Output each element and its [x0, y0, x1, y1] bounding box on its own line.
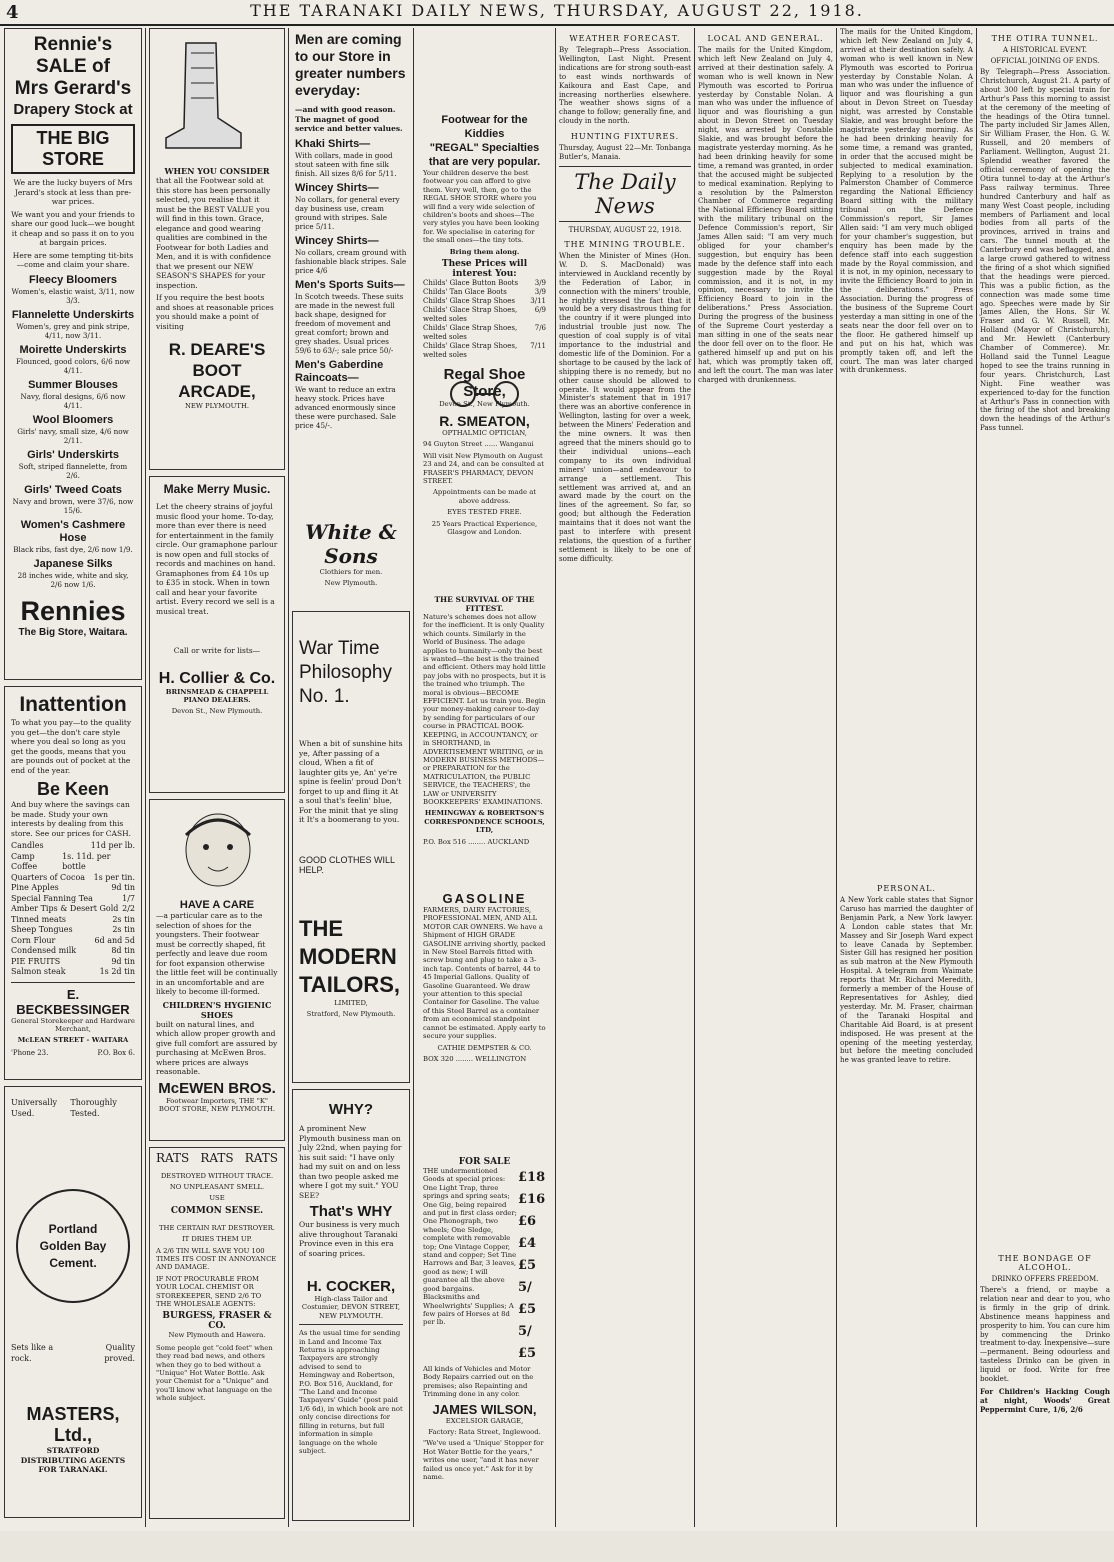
- column-6: [698, 28, 833, 1527]
- rennie-item-name: Women's Cashmere Hose: [20, 518, 126, 544]
- deare-ad: [149, 28, 285, 470]
- column-rule: [555, 28, 556, 1527]
- deare-body: that all the Footwear sold at this store has been personally selected, you realise that it must be the BEST VALUE you will find in this town. Grace, elegance and good wearing qualities are combined in the Footwear for both Ladies and Men, and it is with confidence that we present our NEW SEASON'S SHAPES for your inspection.: [156, 176, 271, 290]
- grocery-price-row: [11, 925, 135, 936]
- cement-ad: [4, 1086, 142, 1518]
- collier-address: Devon St., New Plymouth.: [171, 707, 263, 716]
- regal-price-value: 7/11: [530, 342, 546, 351]
- gasoline-body: FARMERS, DAIRY FACTORIES, PROFESSIONAL MEN, AND ALL MOTOR CAR OWNERS. We have a Shipment of HIGH GRADE GASOLINE arriving shortly, packed in New Steel Barrels fitted with screw bung and plug to take a 3-inch tap. Contents of barrel, 44 to 45 Imperial Gallons. Quality of Gasoline Guaranteed. We draw your attention to this special Container for Gasoline. The value of this Steel Barrel as a container from an economical standpoint cannot be estimated. Apply early to secure your supplies.: [423, 906, 546, 1041]
- white-item-name: Wincey Shirts—: [295, 181, 379, 194]
- cement-top-right: Thoroughly Tested.: [70, 1098, 117, 1118]
- rennie-item-name: Girls' Underskirts: [27, 448, 119, 461]
- grocery-item: Candles: [11, 841, 44, 850]
- white-item-name: Men's Sports Suits—: [295, 278, 405, 291]
- grocery-price: 1s. 11d. per bottle: [62, 851, 111, 871]
- column-7: [840, 28, 973, 1527]
- rennie-title: Rennie's: [33, 34, 113, 55]
- grocery-item: Tinned meats: [11, 914, 67, 924]
- deare-town: NEW PLYMOUTH.: [184, 402, 250, 410]
- mcewen-ad: [149, 799, 285, 1141]
- war-title-2: Philosophy: [299, 662, 392, 683]
- war-title-3: No. 1.: [299, 686, 350, 707]
- war-poem: When a bit of sunshine hits ye, After passing of a cloud, When a fit of laughter gits ye, An' ye're spine is feelin' proud Don't forget to up and fling it At a soul that's feelin' blue, For the minit that ye sling it It's a boomerang to you.: [299, 739, 403, 824]
- cement-brand: Portland Golden Bay Cement.: [39, 1221, 107, 1270]
- cocker-ad: [292, 1089, 410, 1521]
- collier-ad: [149, 476, 285, 793]
- collier-body: Let the cheery strains of joyful music flood your home. To-day, more than ever there is need for entertainment in the family circle. Our gramaphone parlour is now open and full stocks of records and machines on hand. Gramaphones from £4 10s up to £35 in stock. When in town call and hear your favorite artist. Every record we sell is a musical treat.: [156, 502, 278, 616]
- mcewen-body-2: built on natural lines, and which allow proper growth and give full comfort are assured by purchasing at McEwen Bros. where prices are always reasonable.: [156, 1019, 278, 1076]
- grocery-item: Camp Coffee: [11, 851, 38, 871]
- modern-tailors-town: Stratford, New Plymouth.: [306, 1009, 396, 1018]
- white-item-desc: We want to reduce an extra heavy stock. Prices have advanced enormously since these were purchased. Sale price 45/-.: [295, 384, 396, 430]
- grocery-item: Salmon steak: [11, 967, 66, 976]
- survival-head: THE SURVIVAL OF THE FITTEST.: [434, 595, 535, 613]
- regal-title: Footwear for the Kiddies: [441, 114, 528, 140]
- white-item-desc: In Scotch tweeds. These suits are made in the newest full back shape, designed for freedom of movement and great comfort; brown and grey shades. Usual prices 59/6 to 63/-; sale price 50/-: [295, 291, 404, 355]
- cement-right: Quality proved.: [104, 1343, 135, 1363]
- grocery-item: PIE FRUITS: [11, 956, 61, 966]
- sale-price-list: [518, 1167, 546, 1365]
- mcewen-sub: CHILDREN'S HYGIENIC SHOES: [162, 999, 272, 1020]
- white-headline-2: to our Store in: [295, 48, 391, 64]
- mcewen-title: HAVE A CARE: [179, 899, 255, 911]
- grocery-item: Pine Apples: [11, 883, 59, 892]
- cement-left: Sets like a rock.: [11, 1343, 54, 1363]
- regal-town: Devon St., New Plymouth.: [439, 400, 530, 409]
- cocker-body-2: Our business is very much alive throughout Taranaki Province even in this era of soaring prices.: [299, 1220, 400, 1258]
- regal-price-value: 3/9: [534, 288, 546, 297]
- local-body-continued: The mails for the United Kingdom, which left New Zealand on July 4, arrived at their destination safely. A woman who is well known in New Plymouth was escorted to Porirua yesterday by Constable Nolan. A man who was under the influence of liquor and was flourishing a gun about in Devon Street on Tuesday night, was arrested by Constable Slakie, and was brought before the magistrate yesterday morning. As he had been drinking heavily for some time, a remand was granted, in order that the accused might be subjected to medical examination. Replying to a resolution by the Palmerston Chamber of Commerce regarding the National Efficiency Board sitting with the military tribunal on the Defence Commission's report, Sir James Allen said: "I am very much obliged for your chamber's suggestion, but enquiry has been made by the defence staff into each suggestion made by the Royal commission, and it is not, in my opinion, necessary to invite the Efficiency Board to join in the deliberations." Press Association. During the progress of the business of the Supreme Court yesterday a man sitting in one of the seats near the door fell over on to the floor. He gathered himself up and put on his hat, which was promptly taken off, and left the court. The man was later charged with drunkenness.: [840, 27, 973, 375]
- regal-price-item: Childs' Glace Strap Shoes: [423, 297, 515, 306]
- editorial-head: THE MINING TROUBLE.: [564, 239, 686, 249]
- column-rule: [288, 28, 289, 1527]
- grocery-price: 11d per lb.: [90, 841, 135, 850]
- burgess-l2: NO UNPLEASANT SMELL.: [169, 1182, 265, 1191]
- grocery-price: 9d tin: [111, 883, 135, 892]
- rennie-item-desc: Navy and brown, were 37/6, now 15/6.: [12, 496, 134, 515]
- white-item-name: Wincey Shirts—: [295, 234, 379, 247]
- regal-ad: [417, 28, 552, 409]
- column-rule: [145, 28, 146, 1527]
- rennie-item-desc: 28 inches wide, white and sky, 2/6 now 1/6.: [17, 570, 129, 589]
- grocery-price: 2s tin: [112, 914, 135, 924]
- woods-footer: For Children's Hacking Cough at night, Woods' Great Peppermint Cure, 1/6, 2/6: [980, 1386, 1110, 1414]
- grocery-price-row: [11, 915, 135, 926]
- local-head: LOCAL AND GENERAL.: [707, 34, 824, 43]
- white-item-name: Men's Gaberdine Raincoats—: [295, 358, 384, 384]
- rennie-title-2: SALE of: [36, 56, 110, 77]
- modern-tailors-name: THE MODERN TAILORS,: [299, 915, 401, 997]
- column-rule: [836, 28, 837, 1527]
- cement-circle: [16, 1189, 130, 1303]
- regal-bring: Bring them along.: [449, 247, 520, 256]
- cocker-that: That's WHY: [309, 1203, 393, 1220]
- smeaton-eyes: EYES TESTED FREE.: [447, 508, 522, 517]
- rennie-item-name: Wool Bloomers: [32, 413, 114, 426]
- mcewen-sub-2: Footwear Importers, THE "K" BOOT STORE, NEW PLYMOUTH.: [158, 1096, 276, 1113]
- grocery-price: 2s tin: [112, 925, 135, 934]
- smeaton-body: Will visit New Plymouth on August 23 and 24, and can be consulted at FRASER'S PHARMACY, DEVON STREET.: [423, 451, 544, 486]
- regal-price-row: [423, 306, 546, 324]
- gasoline-box: BOX 320 ........ WELLINGTON: [423, 1054, 527, 1063]
- collier-title: Make Merry Music.: [163, 482, 271, 496]
- grocery-price-row: [11, 967, 135, 978]
- rennie-ad: [4, 28, 142, 680]
- grocery-price-row: [11, 852, 135, 873]
- grocery-item: Corn Flour: [11, 935, 56, 945]
- grocery-price: 1s 2d tin: [99, 967, 135, 976]
- cement-seller: MASTERS, Ltd.,: [26, 1404, 120, 1445]
- regal-price-item: Childs' Glace Button Boots: [423, 279, 519, 288]
- grocery-price: 9d tin: [111, 956, 135, 966]
- rennie-footer-name: Rennies: [20, 595, 126, 626]
- tunnel-body: By Telegraph—Press Association. Christchurch, August 21. A party of about 300 left by special train for Arthur's Pass this morning to assist at the ceremony of the meeting of the headings of the Otira tunnel. The party included Sir James Allen, Sir William Fraser, the Hon. G. W. Russell, and 20 members of Parliament. Wellington, August 21. Splendid weather favored the official ceremony of opening the Otira tunnel to-day at the Arthur's Pass railway terminus. Three hundred Canterbury and half as many West Coast people, including members of Parliament and local bodies from all parts of the provinces, arrived in trains and cars. The tunnel mouth at the Canterbury end was beflagged, and a large crowd gathered to witness the firing of a shot which signified that the headings were pierced. This was a public fiction, as the connection was made some time ago. Speeches were made by Sir James Allen, the Hons. Sir W. Fraser and G. W. Russell, Mr. Holland (Mayor of Christchurch), and Mr. Hewlett (Canterbury Chamber of Commerce). Mr. Holland said the Tunnel League hoped to see the trains running in four years. Christchurch, Last Night. Fine weather was experienced to-day for the function at Arthur's Pass in connection with the firing of the shot and breaking down the headings of the Arthur's Pass tunnel.: [980, 67, 1110, 433]
- rennie-item-desc: Women's, elastic waist, 3/11, now 3/3.: [11, 286, 135, 305]
- rennie-item-desc: Black ribs, fast dye, 2/6 now 1/9.: [13, 544, 133, 554]
- regal-body: Your children deserve the best footwear you can afford to give them. Very well, then, go to the REGAL SHOE STORE where you will find a very wide selection of children's boots and shoes—The very styles you have been looking for. We specialise in catering for the small ones—the tiny tots.: [423, 169, 540, 245]
- grocery-item: Sheep Tongues: [11, 925, 73, 934]
- rennie-item-name: Fleecy Bloomers: [28, 273, 118, 286]
- grocery-price-row: [11, 873, 135, 884]
- grocery-price-row: [11, 946, 135, 957]
- burgess-name: BURGESS, FRASER & CO.: [162, 1311, 272, 1332]
- regal-price-value: 7/6: [534, 324, 546, 333]
- alcohol-head: THE BONDAGE OF ALCOHOL.: [998, 1254, 1092, 1272]
- unique-tag: Some people get "cold feet" when they read bad news, and others when they go to bed without a "Unique" Hot Water Bottle. Ask your Chemist for a "Unique" and you'll know what language on the whole subject.: [156, 1343, 273, 1403]
- white-item-desc: No collars, for general every day business use, cream ground with stripes. Sale price 5/11.: [295, 194, 400, 231]
- rennie-item-desc: Women's, grey and pink stripe, 4/11, now 3/11.: [16, 321, 130, 340]
- editorial-body: When the Minister of Mines (Hon. W. D. S. MacDonald) was interviewed in Auckland recently by the Federation of Labor, in connection with the miners' trouble, he rightly stressed the fact that it would be a very disastrous thing for the country if it were plunged into industrial trouble just now. The question of coal supply is of vital importance to the industrial and domestic life of the Dominion. For a shortage to be caused by the lack of shipping there is no remedy, but no other cause should be allowed to operate. It would appear from the Minister's statement that in 1917 there was an abortive conference in Wellington, lasting for over a week, between the Miners' Federation and the mine owners. It was then agreed that the miners should go to their individual unions—each company to its own individual miners' union—and endeavour to arrange a settlement. This settlement was arrived at, and an award made by the court on the lines of the agreement. So far, so good; but although the Federation maintains that it does not want the past to interfere with present relations, the question of a further settlement is likely to be one of some difficulty.: [559, 250, 691, 563]
- rennie-item-name: Girls' Tweed Coats: [24, 483, 122, 496]
- column-3: [292, 28, 410, 1527]
- regal-price-row: [423, 297, 546, 306]
- column-4: [417, 28, 552, 1527]
- rennie-intro-2: We want you and your friends to share our good luck—we bought it cheap and so pass it on to you at bargain prices.: [11, 209, 135, 247]
- cocker-q: WHY?: [328, 1101, 374, 1118]
- white-name: White & Sons: [305, 520, 397, 568]
- smeaton-exp: 25 Years Practical Experience, Glasgow and London.: [431, 519, 538, 537]
- white-town: New Plymouth.: [324, 579, 378, 588]
- grocery-item: Amber Tips & Desert Gold: [11, 904, 119, 913]
- grocery-price-row: [11, 841, 135, 852]
- alcohol-body: There's a friend, or maybe a relation near and dear to you, who is firmly in the grip of drink. Abstinence means happiness and prosperity to him. You can cure him by commencing the Drinko treatment to-day. Inexpensive—sure—permanent. Being odourless and tasteless Drinko can be given in liquid or food. Write for free booklet.: [980, 1285, 1110, 1384]
- cement-agents: DISTRIBUTING AGENTS FOR TARANAKI.: [20, 1455, 126, 1474]
- collier-name: H. Collier & Co.: [158, 669, 276, 687]
- grocery-item: Condensed milk: [11, 946, 77, 955]
- gasoline-name: CATHIE DEMPSTER & CO.: [437, 1043, 532, 1052]
- grocery-price-row: [11, 883, 135, 894]
- weather-body: By Telegraph—Press Association. Wellington, Last Night. Present indications are for strong south-east to east winds northwards of Kaikoura and East Cape, and increasing northerlies elsewhere. The weather shows signs of a change to follow; generally fine, and cloudy in the north.: [559, 45, 691, 126]
- rennie-item-name: Moirette Underskirts: [19, 343, 127, 356]
- grocery-price-row: [11, 904, 135, 915]
- tunnel-sub-2: OFFICIAL JOINING OF ENDS.: [990, 57, 1100, 65]
- deare-body-2: If you require the best boots and shoes at reasonable prices you should make a point of visiting: [156, 293, 274, 331]
- gasoline-ad: [417, 886, 552, 1146]
- grocery-item: Quarters of Cocoa: [11, 872, 86, 882]
- rats-right: RATS: [244, 1151, 278, 1165]
- white-item-name: Khaki Shirts—: [295, 137, 371, 150]
- regal-name: Regal Shoe Store,: [443, 366, 526, 401]
- hunting-head: HUNTING FIXTURES.: [570, 132, 680, 142]
- rennie-item-desc: Navy, floral designs, 6/6 now 4/11.: [20, 391, 126, 410]
- burgess-l5: THE CERTAIN RAT DESTROYER.: [159, 1223, 275, 1232]
- white-headline-3: greater numbers: [295, 65, 406, 81]
- regal-sub: "REGAL" Specialties that are very popular.: [428, 142, 541, 168]
- sale-name: JAMES WILSON,: [432, 1401, 537, 1417]
- inattention-body: To what you pay—to the quality you get—the don't care style where you deal so long as you get the goods, means that you are pounds out of pocket at the end of the year.: [11, 718, 132, 775]
- regal-price-row: [423, 279, 546, 288]
- grocery-price-row: [11, 936, 135, 947]
- personal-body: A New York cable states that Signor Caruso has married the daughter of Benjamin Park, a New York lawyer. A London cable states that Mr. Massey and Sir Joseph Ward expect to leave Canada by September. Sister Gill has resigned her position as sub matron at the New Plymouth Hospital. A telegram from Waimate reports that Mr. Richard Meredith, formerly a member of the House of Representatives for Ashley, died yesterday. Mr. M. Fraser, chairman of the Taranaki Hospital and Charitable Aid Board, is at present indisposed. He was present at the opening of the meeting yesterday, but before the meeting concluded he was granted leave to retire.: [840, 895, 973, 1065]
- burgess-l4: COMMON SENSE.: [170, 1205, 264, 1216]
- boot-illustration-icon: [156, 38, 246, 158]
- rennie-title-4: Drapery Stock at: [13, 101, 133, 118]
- personal-head: PERSONAL.: [877, 884, 936, 893]
- alcohol-sub: DRINKO OFFERS FREEDOM.: [991, 1275, 1099, 1283]
- rennie-item-name: Japanese Silks: [33, 557, 113, 570]
- burgess-place: New Plymouth and Hawera.: [168, 1331, 266, 1340]
- rennie-footer-sub: The Big Store, Waitara.: [18, 626, 128, 638]
- modern-tailors-ltd: LIMITED,: [334, 998, 368, 1007]
- column-rule: [413, 28, 414, 1527]
- sale-body: THE undermentioned Goods at special prices: One Light Trap, three springs and spring seats; One Gig, being repaired and put in first class order; One Phonograph, two wheels; One Sledge, complete with removable top; One Vintage Copper, stand and copper; Set Tine Harrows and Bar, 3 leaves, good as new; I will guarantee all the above good bargains. Blacksmiths and Wheelwrights' Supplies; A few pairs of Horses at 8d per lb.: [423, 1167, 517, 1327]
- rennie-intro: We are the lucky buyers of Mrs Jerard's stock at less than pre-war prices.: [13, 178, 133, 206]
- white-headline-1: Men are coming: [295, 31, 402, 47]
- rennie-item-desc: Soft, striped flannelette, from 2/6.: [18, 461, 128, 480]
- regal-prices-title: These Prices will interest You:: [441, 259, 528, 280]
- hunting-body: Thursday, August 22—Mr. Tonbanga Butler's, Manaia.: [559, 143, 691, 162]
- grocery-price: 1/7: [122, 893, 135, 903]
- child-face-illustration-icon: [156, 805, 280, 895]
- rennie-intro-3: Here are some tempting tit-bits—come and claim your share.: [12, 250, 134, 269]
- cocker-name: H. COCKER,: [306, 1278, 396, 1295]
- tunnel-sub-1: A HISTORICAL EVENT.: [1003, 46, 1087, 54]
- smeaton-ad: [417, 374, 552, 584]
- regal-price-list: [423, 279, 546, 360]
- column-rule: [694, 28, 695, 1527]
- sale-price: £18: [518, 1170, 546, 1185]
- war-title-1: War Time: [299, 638, 380, 659]
- regal-price-row: [423, 324, 546, 342]
- cocker-body: A prominent New Plymouth business man on July 22nd, when paying for his suit said: "I have only had my suit on and on less than two people asked me where I got my suit." YOU SEE?: [299, 1124, 402, 1200]
- smeaton-addr: 94 Guyton Street ...... Wanganui: [423, 440, 534, 449]
- spectacles-icon: [423, 379, 546, 409]
- sale-price: £6: [518, 1214, 537, 1229]
- sale-price: £5: [518, 1346, 537, 1361]
- regal-price-value: 3/11: [530, 297, 546, 306]
- smeaton-name: R. SMEATON,: [439, 413, 530, 429]
- grocery-price-row: [11, 894, 135, 905]
- rennie-item-desc: Flounced, good colors, 6/6 now 4/11.: [15, 356, 131, 375]
- regal-price-item: Childs' Tan Glace Boots: [423, 288, 507, 297]
- sale-price: £4: [518, 1236, 537, 1251]
- grocery-price: 2/2: [122, 904, 135, 913]
- sale-ad: [417, 1152, 552, 1562]
- white-ad: [292, 28, 410, 509]
- smeaton-sub: OPTHALMIC OPTICIAN,: [442, 429, 527, 437]
- deare-name: R. DEARE'S BOOT ARCADE,: [168, 340, 266, 401]
- white-intro: —and with good reason. The magnet of good service and better values.: [295, 105, 403, 133]
- deare-when: WHEN YOU CONSIDER: [164, 166, 270, 176]
- burgess-l8: IF NOT PROCURABLE FROM YOUR LOCAL CHEMIST OR STOREKEEPER, SEND 2/6 TO THE WHOLESALE AGENTS:: [156, 1274, 262, 1308]
- gasoline-head: GASOLINE: [442, 891, 527, 906]
- editorial-date: THURSDAY, AUGUST 22, 1918.: [568, 225, 682, 234]
- survival-ad: [417, 590, 552, 880]
- column-8: [980, 28, 1110, 1527]
- sale-factory: Factory: Rata Street, Inglewood.: [428, 1428, 541, 1437]
- merchant-name: E. BECKBESSINGER: [16, 986, 130, 1017]
- regal-price-item: Childs' Glace Strap Shoes, welted soles: [423, 342, 518, 360]
- regal-price-row: [423, 342, 546, 360]
- rats-left: RATS: [156, 1151, 190, 1165]
- cement-top-left: Universally Used.: [11, 1098, 58, 1118]
- mcewen-name: McEWEN BROS.: [158, 1079, 276, 1097]
- smeaton-appt: Appointments can be made at above address.: [433, 488, 536, 505]
- sale-note: All kinds of Vehicles and Motor Body Repairs carried out on the premises; also Repainting and Trimming done in any color.: [423, 1365, 534, 1399]
- grocery-price: 6d and 5d: [94, 935, 135, 945]
- paper-title: The Daily News: [559, 166, 691, 222]
- survival-body: Nature's schemes does not allow for the inefficient. It is only Quality which counts. Similarly in the World of Business. The adage applies to humanity—only the best is wanted—the best is the trained and efficient. Others may hold little pay jobs with no prospects, but it is the trained who triumph. The moral is obvious—BECOME EFFICIENT. Let us train you. Begin your money-making career to-day by sending for particulars of our course in PRACTICAL BOOK-KEEPING, in ACCOUNTANCY, or in SHORTHAND, in ADVERTISEMENT WRITING, or in MODERN BUSINESS METHODS—or PREPARATION for the MATRICULATION, the PUBLIC SERVICE, the TEACHERS', the LAW or UNIVERSITY BOOKKEEPERS' EXAMINATIONS.: [423, 613, 546, 806]
- rennie-title-3: Mrs Gerard's: [14, 78, 132, 99]
- sale-sub: EXCELSIOR GARAGE,: [445, 1416, 524, 1425]
- burgess-l7: A 2/6 TIN WILL SAVE YOU 100 TIMES ITS COST IN ANNOYANCE AND DAMAGE.: [156, 1246, 277, 1272]
- rennie-item-desc: Girls' navy, small size, 4/6 now 2/11.: [17, 426, 129, 445]
- regal-price-value: 3/9: [534, 279, 546, 288]
- cement-town: STRATFORD: [46, 1446, 100, 1455]
- survival-box: P.O. Box 516 ........ AUCKLAND: [423, 837, 530, 846]
- tax-notice: As the usual time for sending in Land and Income Tax Returns is approaching Taxpayers are strongly advised to send to Hemingway and Robertson, P.O. Box 516, Auckland, for "The Land and Income Taxpayers' Guide" (post paid 1/6 6d), in which book are not only concise directions for filling in returns, but full information in simple language on the whole subject.: [299, 1329, 403, 1455]
- collier-sub: BRINSMEAD & CHAPPELL PIANO DEALERS.: [165, 687, 269, 704]
- grocery-item: Special Fanning Tea: [11, 893, 93, 903]
- grocery-price: 1s per tin.: [93, 872, 135, 882]
- page-number: 4: [6, 2, 19, 23]
- inattention-title: Inattention: [19, 693, 127, 716]
- white-headline-4: everyday:: [295, 82, 361, 98]
- tunnel-head: THE OTIRA TUNNEL.: [991, 34, 1099, 43]
- rennie-item-list: [11, 274, 135, 589]
- rennie-item-name: Flannelette Underskirts: [11, 308, 135, 321]
- modern-tailors-ad: [292, 611, 410, 1083]
- burgess-l1: DESTROYED WITHOUT TRACE.: [160, 1171, 274, 1180]
- rennie-item-name: Summer Blouses: [28, 378, 118, 391]
- regal-price-row: [423, 288, 546, 297]
- survival-name: HEMINGWAY & ROBERTSON'S CORRESPONDENCE SCHOOLS, LTD,: [424, 809, 545, 835]
- burgess-l6: IT DRIES THEM UP.: [181, 1235, 253, 1244]
- column-2: [149, 28, 285, 1527]
- regal-price-value: 6/9: [534, 306, 546, 315]
- weather-head: WEATHER FORECAST.: [569, 34, 681, 43]
- sale-price: £5 5/: [518, 1302, 537, 1339]
- merchant-sub: General Storekeeper and Hardware Merchant,: [11, 1016, 135, 1033]
- white-item-desc: No collars, cream ground with fashionable black stripes. Sale price 4/6: [295, 247, 407, 275]
- column-1: [4, 28, 142, 1527]
- burgess-l3: USE: [209, 1194, 225, 1203]
- local-body: The mails for the United Kingdom, which left New Zealand on July 4, arrived at their destination safely. A woman who is well known in New Plymouth was escorted to Porirua yesterday by Constable Nolan. A man who was under the influence of liquor and was flourishing a gun about in Devon Street on Tuesday night, was arrested by Constable Slakie, and was brought before the magistrate yesterday morning. As he had been drinking heavily for some time, a remand was granted, in order that the accused might be subjected to medical examination. Replying to a resolution by the Palmerston Chamber of Commerce regarding the National Efficiency Board sitting with the military tribunal on the Defence Commission's report, Sir James Allen said: "I am very much obliged for your chamber's suggestion, but enquiry has been made by the defence staff into each suggestion made by the Royal commission, and it is not, in my opinion, necessary to invite the Efficiency Board to join in the deliberations." Press Association. During the progress of the business of the Supreme Court yesterday a man sitting in one of the seats near the door fell over on to the floor. He gathered himself up and put on his hat, which was promptly taken off, and left the court. The man was later charged with drunkenness.: [698, 45, 833, 384]
- column-rule: [976, 28, 977, 1527]
- column-5: [559, 28, 691, 1527]
- sale-head: FOR SALE: [458, 1157, 511, 1167]
- be-keen-body: And buy where the savings can be made. Study your own interests by dealing from this store. See our prices for CASH.: [11, 800, 132, 838]
- grocery-price: 8d tin: [111, 946, 135, 955]
- masthead: THE TARANAKI DAILY NEWS, THURSDAY, AUGUST 22, 1918.: [250, 1, 864, 20]
- big-store-logo: THE BIG STORE: [11, 124, 135, 174]
- sale-tag: "We've used a 'Unique' Stopper for Hot Water Bottle for the years," writes one user, "and it has never failed us once yet." Ask for it by name.: [423, 1439, 544, 1482]
- be-keen-title: Be Keen: [36, 779, 110, 799]
- sale-price: £16: [518, 1192, 546, 1207]
- grocery-price-row: [11, 957, 135, 968]
- mcewen-body: —a particular care as to the selection of shoes for the youngsters. Their footwear must be correctly shaped, fit perfectly and leave due room for foot expansion otherwise the little feet will be continually in an uncomfortable and are likely to become ill-formed.: [156, 911, 278, 996]
- war-slogan: GOOD CLOTHES WILL HELP.: [299, 854, 395, 875]
- white-sub: Clothiers for men.: [319, 568, 383, 576]
- cocker-sub: High-class Tailor and Costumier, DEVON STREET, NEW PLYMOUTH.: [301, 1295, 401, 1320]
- page-header: [0, 0, 1114, 26]
- rats-center: RATS: [200, 1151, 234, 1165]
- regal-price-item: Childs' Glace Strap Shoes, welted soles: [423, 306, 518, 324]
- grocery-price-list: [11, 841, 135, 978]
- burgess-ad: [149, 1147, 285, 1519]
- merchant-phone: 'Phone 23.: [11, 1048, 49, 1057]
- white-item-desc: With collars, made in good stout sateen with fine silk finish. All sizes 8/6 for 5/11.: [295, 150, 397, 178]
- collier-call: Call or write for lists—: [173, 646, 261, 655]
- merchant-address: McLEAN STREET - WAITARA: [17, 1036, 129, 1045]
- white-sons-ad: [292, 515, 410, 605]
- regal-price-item: Childs' Glace Strap Shoes, welted soles: [423, 324, 518, 342]
- inattention-ad: [4, 686, 142, 1080]
- white-item-list: [295, 138, 407, 430]
- merchant-box: P.O. Box 6.: [97, 1048, 135, 1057]
- sale-price: £5 5/: [518, 1258, 537, 1295]
